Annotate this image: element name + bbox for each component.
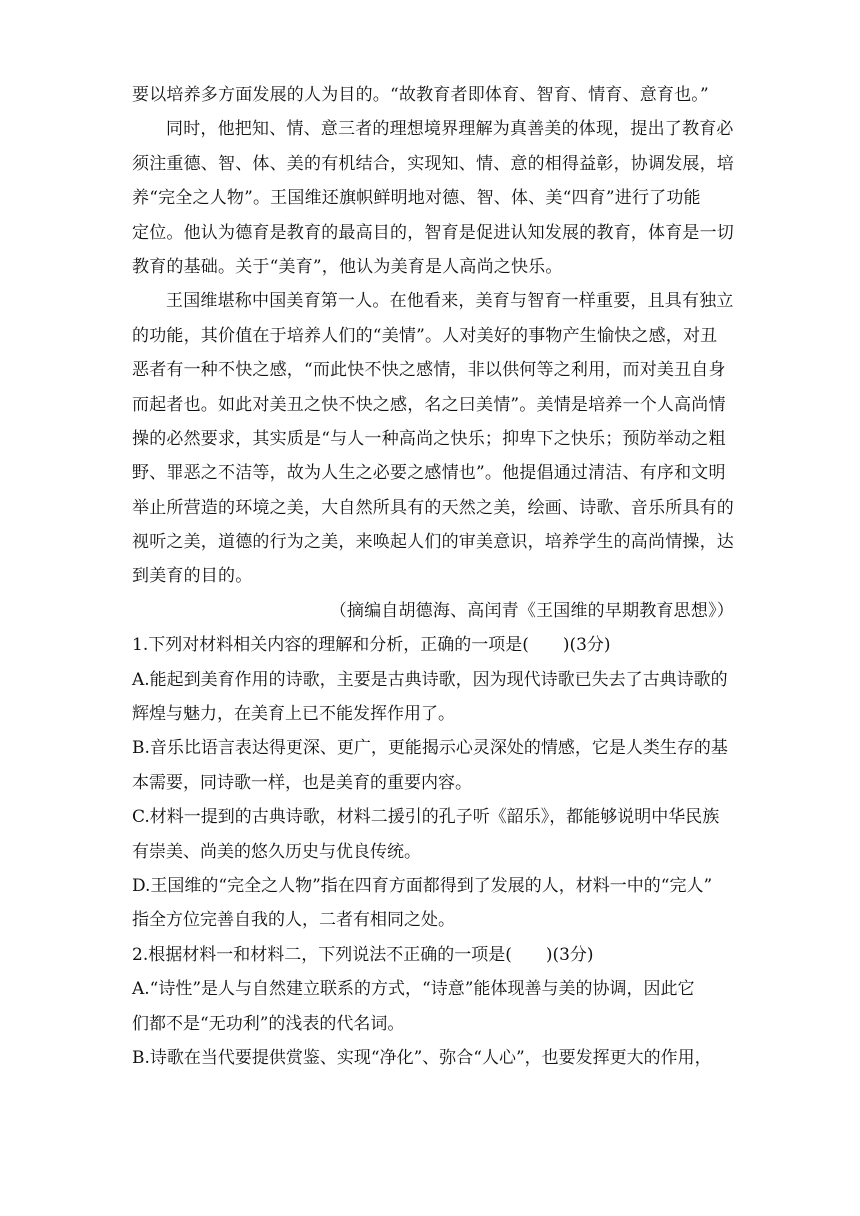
question-stem: 2.根据材料一和材料二，下列说法不正确的一项是( )(3分) (132, 944, 594, 965)
question-stem: 1.下列对材料相关内容的理解和分析，正确的一项是( )(3分) (132, 635, 611, 656)
paragraph-line: 定位。他认为德育是教育的最高目的，智育是促进认知发展的教育，体育是一切 (132, 222, 734, 243)
paragraph-line: 视听之美，道德的行为之美，来唤起人们的审美意识，培养学生的高尚情操，达 (132, 532, 734, 553)
paragraph-line: 操的必然要求，其实质是“与人一种高尚之快乐；抑卑下之快乐；预防举动之粗 (132, 428, 726, 449)
paragraph-line: 的功能，其价值在于培养人们的“美情”。人对美好的事物产生愉快之感，对丑 (132, 325, 718, 346)
option-line: 辉煌与魅力，在美育上已不能发挥作用了。 (132, 704, 455, 725)
paragraph-line: 到美育的目的。 (132, 566, 253, 587)
option-line: A.能起到美育作用的诗歌，主要是古典诗歌，因为现代诗歌已失去了古典诗歌的 (132, 669, 728, 690)
document-body (132, 78, 736, 1075)
option-line: B.诗歌在当代要提供赏鉴、实现“净化”、弥合“人心”，也要发挥更大的作用， (132, 1047, 712, 1068)
question-2 (132, 938, 736, 1076)
option-a (132, 972, 736, 1041)
paragraph-line: 同时，他把知、情、意三者的理想境界理解为真善美的体现，提出了教育必 (166, 119, 734, 140)
paragraph-line: 教育的基础。关于“美育”，他认为美育是人高尚之快乐。 (132, 256, 563, 277)
source-citation: （摘编自胡德海、高闰青《王国维的早期教育思想》） (329, 600, 734, 621)
paragraph-line: 养“完全之人物”。王国维还旗帜鲜明地对德、智、体、美“四育”进行了功能 (132, 188, 701, 209)
option-line: A.“诗性”是人与自然建立联系的方式，“诗意”能体现善与美的协调，因此它 (132, 979, 695, 1000)
option-b (132, 731, 736, 800)
option-line: 有崇美、尚美的悠久历史与优良传统。 (132, 841, 421, 862)
paragraph-line: 野、罪恶之不洁等，故为人生之必要之感情也”。他提倡通过清洁、有序和文明 (132, 463, 726, 484)
paragraph-1 (132, 78, 736, 112)
option-line: B.音乐比语言表达得更深、更广，更能揭示心灵深处的情感，它是人类生存的基 (132, 738, 728, 759)
question-1 (132, 628, 736, 938)
paragraph-line: 要以培养多方面发展的人为目的。“故教育者即体育、智育、情育、意育也。” (132, 85, 709, 105)
paragraph-line: 恶者有一种不快之感，“而此快不快之感情，非以供何等之利用，而对美丑自身 (132, 360, 726, 381)
option-a (132, 663, 736, 732)
option-line: 本需要，同诗歌一样，也是美育的重要内容。 (132, 772, 472, 793)
paragraph-line: 须注重德、智、体、美的有机结合，实现知、情、意的相得益彰，协调发展，培 (132, 153, 734, 174)
paragraph-line: 王国维堪称中国美育第一人。在他看来，美育与智育一样重要，且具有独立 (166, 291, 734, 312)
option-d (132, 869, 736, 938)
paragraph-line: 举止所营造的环境之美，大自然所具有的天然之美，绘画、诗歌、音乐所具有的 (132, 497, 734, 518)
option-line: 们都不是“无功利”的浅表的代名词。 (132, 1013, 405, 1034)
option-b (132, 1041, 736, 1075)
option-line: C.材料一提到的古典诗歌，材料二援引的孔子听《韶乐》，都能够说明中华民族 (132, 807, 720, 828)
option-c (132, 800, 736, 869)
paragraph-3 (132, 284, 736, 594)
paragraph-line: 而起者也。如此对美丑之快不快之感，名之曰美情”。美情是培养一个人高尚情 (132, 394, 726, 415)
option-line: 指全方位完善自我的人，二者有相同之处。 (132, 910, 455, 931)
option-line: D.王国维的“完全之人物”指在四育方面都得到了发展的人，材料一中的“完人” (132, 875, 713, 896)
paragraph-2 (132, 112, 736, 284)
